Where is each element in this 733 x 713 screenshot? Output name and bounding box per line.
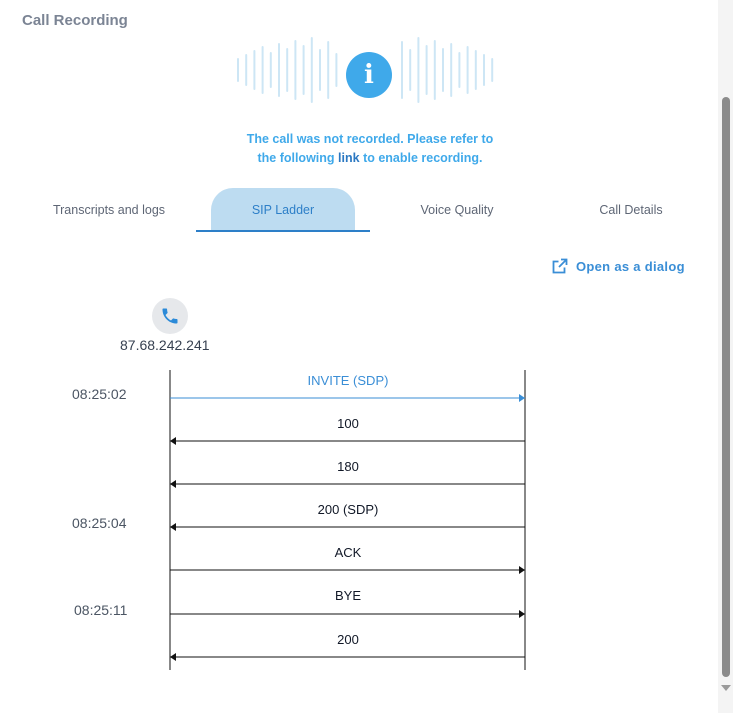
sip-message-label[interactable]: ACK — [334, 545, 362, 560]
notice-text-post: to enable recording. — [363, 151, 483, 165]
timestamp: 08:25:02 — [72, 386, 127, 402]
notice-line-1: The call was not recorded. Please refer to — [246, 132, 494, 146]
page-title: Call Recording — [22, 12, 128, 29]
sip-message-label[interactable]: 200 (SDP) — [317, 502, 379, 517]
tab-transcripts-and-logs[interactable]: Transcripts and logs — [52, 203, 166, 217]
timestamp: 08:25:04 — [72, 515, 127, 531]
sip-message-label[interactable]: 200 — [337, 632, 359, 647]
caller-ip-address: 87.68.242.241 — [120, 337, 210, 353]
sip-message-arrow — [170, 480, 525, 488]
sip-message-label[interactable]: 180 — [337, 459, 359, 474]
sip-message-arrow — [170, 523, 525, 531]
open-as-dialog-label: Open as a dialog — [576, 258, 685, 274]
info-icon: i — [346, 52, 392, 98]
scroll-down-icon[interactable] — [721, 685, 731, 691]
sip-message-label[interactable]: INVITE (SDP) — [307, 373, 389, 388]
tab-call-details[interactable]: Call Details — [599, 203, 663, 217]
enable-recording-link[interactable]: link — [338, 151, 360, 165]
sip-message-arrow — [170, 653, 525, 661]
sip-message-arrow — [170, 437, 525, 445]
sip-message-arrow — [170, 394, 525, 402]
tab-voice-quality[interactable]: Voice Quality — [420, 203, 494, 217]
sip-message-arrow — [170, 610, 525, 618]
sip-message-label[interactable]: BYE — [334, 588, 361, 603]
sip-message-label[interactable]: 100 — [337, 416, 359, 431]
timestamp: 08:25:11 — [74, 602, 128, 618]
tab-sip-ladder[interactable]: SIP Ladder — [251, 203, 315, 217]
scrollbar-thumb[interactable] — [722, 97, 730, 677]
notice-text-pre: the following — [257, 151, 335, 165]
sip-message-arrow — [170, 566, 525, 574]
